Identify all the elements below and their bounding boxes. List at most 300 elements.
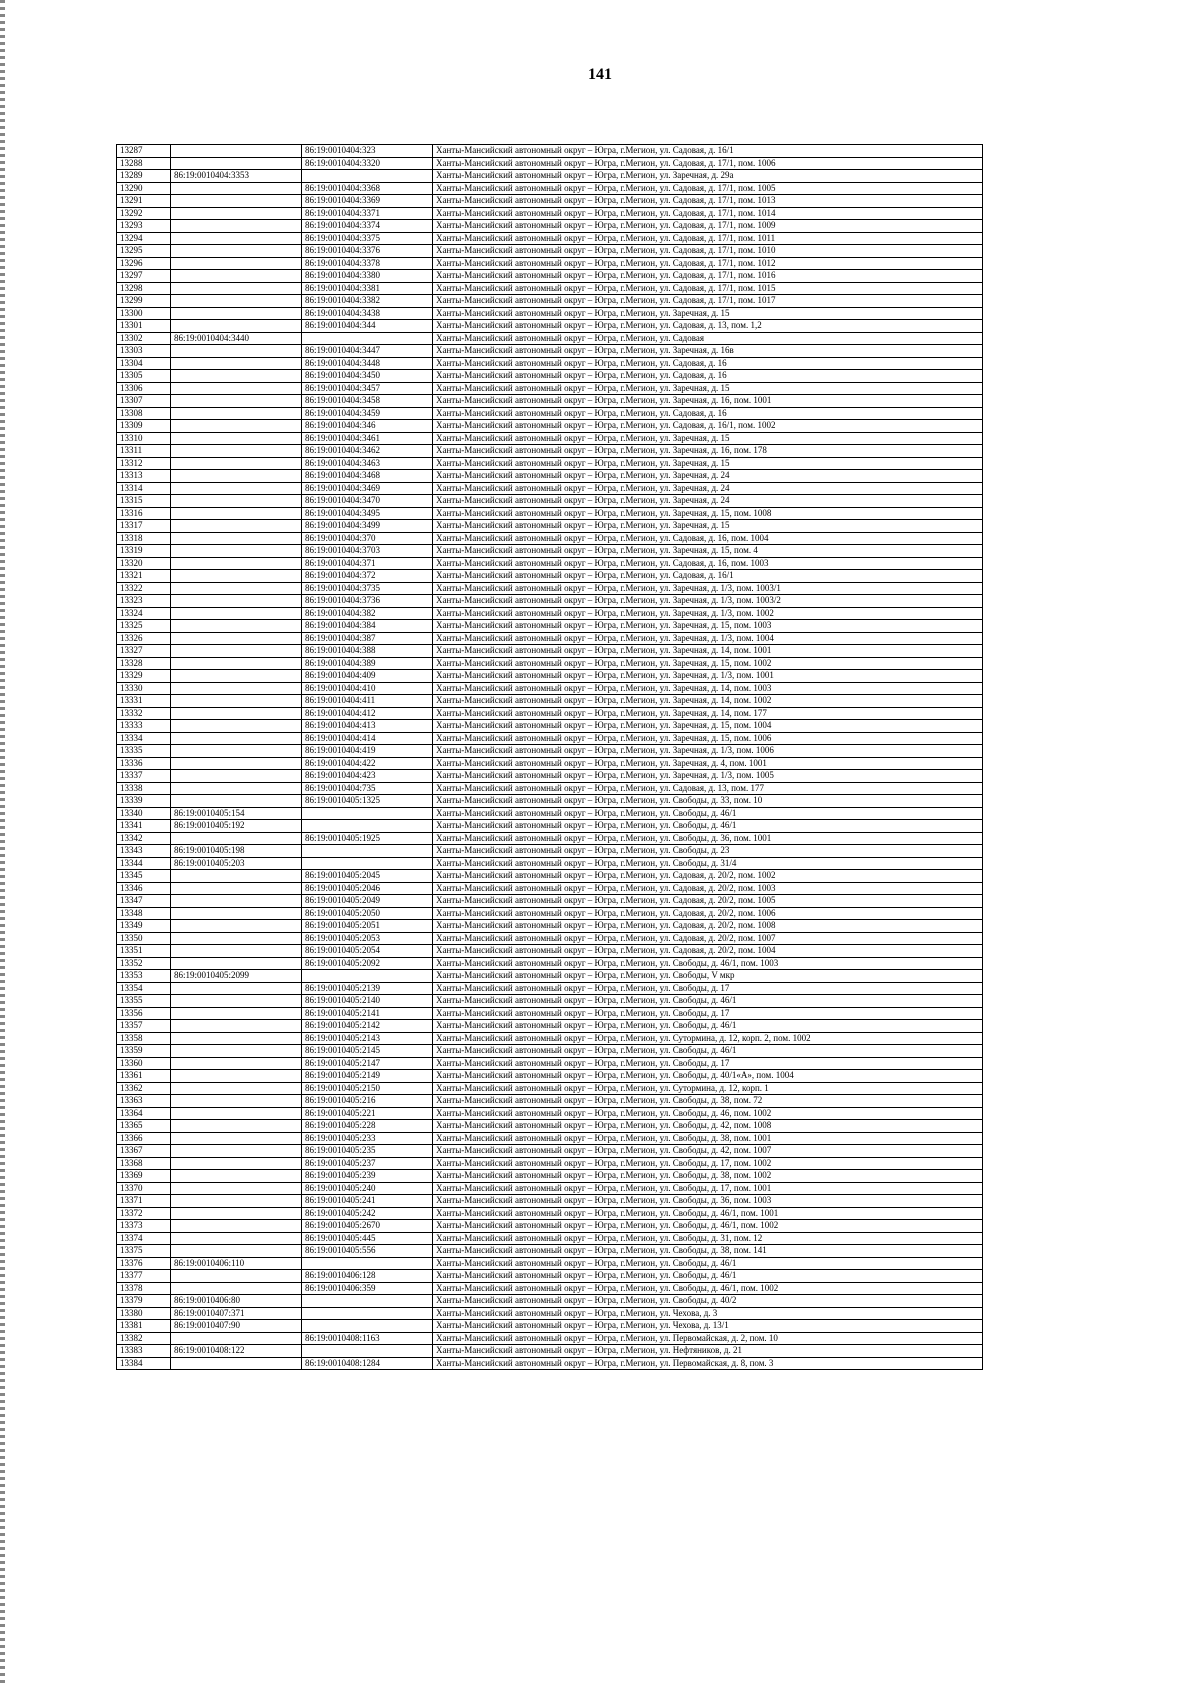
table-row [117,1295,983,1308]
address-cell: Ханты-Мансийский автономный округ – Югра, г.Мегион, ул. Свободы, д. 17, пом. 1002 [433,1157,983,1170]
land-cadastral-number-cell [171,257,302,270]
row-number-cell: 13375 [117,1245,171,1258]
row-number-cell: 13321 [117,570,171,583]
object-cadastral-number-cell: 86:19:0010405:2051 [302,920,433,933]
table-row [117,345,983,358]
object-cadastral-number-cell: 86:19:0010404:3369 [302,195,433,208]
land-cadastral-number-cell [171,995,302,1008]
object-cadastral-number-cell: 86:19:0010404:3378 [302,257,433,270]
land-cadastral-number-cell [171,157,302,170]
table-row [117,995,983,1008]
address-cell: Ханты-Мансийский автономный округ – Югра, г.Мегион, ул. Свободы, д. 36, пом. 1001 [433,832,983,845]
row-number-cell: 13371 [117,1195,171,1208]
land-cadastral-number-cell [171,632,302,645]
address-cell: Ханты-Мансийский автономный округ – Югра, г.Мегион, ул. Свободы, д. 46/1, пом. 1003 [433,957,983,970]
object-cadastral-number-cell: 86:19:0010405:240 [302,1182,433,1195]
row-number-cell: 13332 [117,707,171,720]
address-cell: Ханты-Мансийский автономный округ – Югра, г.Мегион, ул. Садовая, д. 17/1, пом. 1016 [433,270,983,283]
row-number-cell: 13320 [117,557,171,570]
row-number-cell: 13292 [117,207,171,220]
object-cadastral-number-cell [302,1345,433,1358]
object-cadastral-number-cell: 86:19:0010406:359 [302,1282,433,1295]
table-row [117,507,983,520]
table-row [117,1057,983,1070]
land-cadastral-number-cell [171,620,302,633]
address-cell: Ханты-Мансийский автономный округ – Югра, г.Мегион, ул. Чехова, д. 3 [433,1307,983,1320]
row-number-cell: 13301 [117,320,171,333]
object-cadastral-number-cell: 86:19:0010405:216 [302,1095,433,1108]
row-number-cell: 13289 [117,170,171,183]
object-cadastral-number-cell: 86:19:0010404:389 [302,657,433,670]
object-cadastral-number-cell: 86:19:0010404:3459 [302,407,433,420]
address-cell: Ханты-Мансийский автономный округ – Югра, г.Мегион, ул. Садовая, д. 16, пом. 1004 [433,532,983,545]
table-row [117,645,983,658]
table-row [117,1270,983,1283]
address-cell: Ханты-Мансийский автономный округ – Югра, г.Мегион, ул. Свободы, д. 38, пом. 141 [433,1245,983,1258]
address-cell: Ханты-Мансийский автономный округ – Югра, г.Мегион, ул. Садовая, д. 16, пом. 1003 [433,557,983,570]
land-cadastral-number-cell [171,407,302,420]
address-cell: Ханты-Мансийский автономный округ – Югра, г.Мегион, ул. Садовая, д. 13, пом. 177 [433,782,983,795]
table-row [117,1095,983,1108]
table-row [117,932,983,945]
address-cell: Ханты-Мансийский автономный округ – Югра, г.Мегион, ул. Свободы, д. 31/4 [433,857,983,870]
object-cadastral-number-cell [302,857,433,870]
row-number-cell: 13305 [117,370,171,383]
table-row [117,1307,983,1320]
object-cadastral-number-cell: 86:19:0010404:411 [302,695,433,708]
address-cell: Ханты-Мансийский автономный округ – Югра, г.Мегион, ул. Заречная, д. 1/3, пом. 1003/2 [433,595,983,608]
land-cadastral-number-cell [171,1232,302,1245]
object-cadastral-number-cell: 86:19:0010405:2140 [302,995,433,1008]
object-cadastral-number-cell: 86:19:0010404:3499 [302,520,433,533]
address-cell: Ханты-Мансийский автономный округ – Югра, г.Мегион, ул. Свободы, д. 46, пом. 1002 [433,1107,983,1120]
row-number-cell: 13334 [117,732,171,745]
address-cell: Ханты-Мансийский автономный округ – Югра, г.Мегион, ул. Садовая, д. 17/1, пом. 1012 [433,257,983,270]
row-number-cell: 13370 [117,1182,171,1195]
row-number-cell: 13311 [117,445,171,458]
address-cell: Ханты-Мансийский автономный округ – Югра, г.Мегион, ул. Заречная, д. 1/3, пом. 1006 [433,745,983,758]
table-row [117,1157,983,1170]
address-cell: Ханты-Мансийский автономный округ – Югра, г.Мегион, ул. Заречная, д. 15, пом. 4 [433,545,983,558]
address-cell: Ханты-Мансийский автономный округ – Югра, г.Мегион, ул. Садовая, д. 17/1, пом. 1011 [433,232,983,245]
address-cell: Ханты-Мансийский автономный округ – Югра, г.Мегион, ул. Свободы, д. 46/1 [433,1257,983,1270]
land-cadastral-number-cell [171,1132,302,1145]
address-cell: Ханты-Мансийский автономный округ – Югра, г.Мегион, ул. Свободы, д. 42, пом. 1007 [433,1145,983,1158]
address-cell: Ханты-Мансийский автономный округ – Югра, г.Мегион, ул. Заречная, д. 15 [433,307,983,320]
table-row [117,320,983,333]
table-row [117,1020,983,1033]
address-cell: Ханты-Мансийский автономный округ – Югра, г.Мегион, ул. Заречная, д. 15, пом. 1006 [433,732,983,745]
land-cadastral-number-cell [171,582,302,595]
row-number-cell: 13342 [117,832,171,845]
row-number-cell: 13363 [117,1095,171,1108]
address-cell: Ханты-Мансийский автономный округ – Югра, г.Мегион, ул. Свободы, д. 40/1«А», пом. 1004 [433,1070,983,1083]
table-row [117,1170,983,1183]
row-number-cell: 13337 [117,770,171,783]
table-row [117,1282,983,1295]
object-cadastral-number-cell: 86:19:0010406:128 [302,1270,433,1283]
table-row [117,945,983,958]
table-row [117,395,983,408]
land-cadastral-number-cell [171,770,302,783]
object-cadastral-number-cell: 86:19:0010404:413 [302,720,433,733]
address-cell: Ханты-Мансийский автономный округ – Югра, г.Мегион, ул. Свободы, д. 33, пом. 10 [433,795,983,808]
table-row [117,432,983,445]
table-row [117,795,983,808]
object-cadastral-number-cell: 86:19:0010404:3470 [302,495,433,508]
address-cell: Ханты-Мансийский автономный округ – Югра, г.Мегион, ул. Свободы, д. 46/1 [433,1020,983,1033]
object-cadastral-number-cell: 86:19:0010404:410 [302,682,433,695]
row-number-cell: 13336 [117,757,171,770]
row-number-cell: 13357 [117,1020,171,1033]
land-cadastral-number-cell [171,1007,302,1020]
row-number-cell: 13367 [117,1145,171,1158]
table-row [117,557,983,570]
object-cadastral-number-cell: 86:19:0010404:3438 [302,307,433,320]
address-cell: Ханты-Мансийский автономный округ – Югра, г.Мегион, ул. Заречная, д. 16, пом. 178 [433,445,983,458]
row-number-cell: 13348 [117,907,171,920]
table-row [117,1357,983,1370]
object-cadastral-number-cell [302,1257,433,1270]
row-number-cell: 13381 [117,1320,171,1333]
table-row [117,1045,983,1058]
object-cadastral-number-cell: 86:19:0010405:2049 [302,895,433,908]
address-cell: Ханты-Мансийский автономный округ – Югра, г.Мегион, ул. Свободы, д. 46/1, пом. 1001 [433,1207,983,1220]
address-cell: Ханты-Мансийский автономный округ – Югра, г.Мегион, ул. Заречная, д. 15, пом. 1002 [433,657,983,670]
object-cadastral-number-cell: 86:19:0010405:1925 [302,832,433,845]
row-number-cell: 13299 [117,295,171,308]
object-cadastral-number-cell: 86:19:0010405:556 [302,1245,433,1258]
table-row [117,1257,983,1270]
object-cadastral-number-cell: 86:19:0010404:344 [302,320,433,333]
table-row [117,232,983,245]
table-row [117,782,983,795]
object-cadastral-number-cell: 86:19:0010405:2147 [302,1057,433,1070]
land-cadastral-number-cell: 86:19:0010405:198 [171,845,302,858]
table-row [117,1107,983,1120]
row-number-cell: 13312 [117,457,171,470]
object-cadastral-number-cell: 86:19:0010404:3462 [302,445,433,458]
land-cadastral-number-cell [171,557,302,570]
address-cell: Ханты-Мансийский автономный округ – Югра, г.Мегион, ул. Свободы, д. 42, пом. 1008 [433,1120,983,1133]
row-number-cell: 13382 [117,1332,171,1345]
table-row [117,532,983,545]
land-cadastral-number-cell [171,1195,302,1208]
land-cadastral-number-cell [171,182,302,195]
table-row [117,545,983,558]
row-number-cell: 13300 [117,307,171,320]
land-cadastral-number-cell [171,882,302,895]
address-cell: Ханты-Мансийский автономный округ – Югра, г.Мегион, ул. Свободы, V мкр [433,970,983,983]
object-cadastral-number-cell: 86:19:0010404:419 [302,745,433,758]
land-cadastral-number-cell: 86:19:0010408:122 [171,1345,302,1358]
object-cadastral-number-cell: 86:19:0010404:3375 [302,232,433,245]
address-cell: Ханты-Мансийский автономный округ – Югра, г.Мегион, ул. Садовая, д. 16/1 [433,145,983,158]
land-cadastral-number-cell [171,220,302,233]
land-cadastral-number-cell [171,1082,302,1095]
land-cadastral-number-cell [171,482,302,495]
address-cell: Ханты-Мансийский автономный округ – Югра, г.Мегион, ул. Садовая, д. 20/2, пом. 1008 [433,920,983,933]
address-cell: Ханты-Мансийский автономный округ – Югра, г.Мегион, ул. Заречная, д. 24 [433,482,983,495]
row-number-cell: 13288 [117,157,171,170]
table-row [117,332,983,345]
address-cell: Ханты-Мансийский автономный округ – Югра, г.Мегион, ул. Садовая, д. 16/1, пом. 1002 [433,420,983,433]
address-cell: Ханты-Мансийский автономный округ – Югра, г.Мегион, ул. Садовая, д. 13, пом. 1,2 [433,320,983,333]
object-cadastral-number-cell: 86:19:0010404:3458 [302,395,433,408]
address-cell: Ханты-Мансийский автономный округ – Югра, г.Мегион, ул. Свободы, д. 38, пом. 72 [433,1095,983,1108]
land-cadastral-number-cell [171,395,302,408]
row-number-cell: 13333 [117,720,171,733]
object-cadastral-number-cell: 86:19:0010405:242 [302,1207,433,1220]
table-row [117,770,983,783]
land-cadastral-number-cell [171,1332,302,1345]
land-cadastral-number-cell [171,357,302,370]
land-cadastral-number-cell [171,245,302,258]
row-number-cell: 13323 [117,595,171,608]
table-row [117,745,983,758]
address-cell: Ханты-Мансийский автономный округ – Югра, г.Мегион, ул. Заречная, д. 24 [433,495,983,508]
row-number-cell: 13350 [117,932,171,945]
table-row [117,620,983,633]
land-cadastral-number-cell [171,870,302,883]
object-cadastral-number-cell: 86:19:0010404:422 [302,757,433,770]
table-row [117,1070,983,1083]
address-cell: Ханты-Мансийский автономный округ – Югра, г.Мегион, ул. Заречная, д. 24 [433,470,983,483]
address-cell: Ханты-Мансийский автономный округ – Югра, г.Мегион, ул. Заречная, д. 1/3, пом. 1003/1 [433,582,983,595]
address-cell: Ханты-Мансийский автономный округ – Югра, г.Мегион, ул. Садовая, д. 16/1 [433,570,983,583]
table-row [117,920,983,933]
object-cadastral-number-cell: 86:19:0010404:3448 [302,357,433,370]
table-row [117,1007,983,1020]
object-cadastral-number-cell: 86:19:0010404:388 [302,645,433,658]
object-cadastral-number-cell: 86:19:0010404:3469 [302,482,433,495]
object-cadastral-number-cell: 86:19:0010404:3736 [302,595,433,608]
address-cell: Ханты-Мансийский автономный округ – Югра, г.Мегион, ул. Садовая, д. 20/2, пом. 1004 [433,945,983,958]
address-cell: Ханты-Мансийский автономный округ – Югра, г.Мегион, ул. Нефтяников, д. 21 [433,1345,983,1358]
land-cadastral-number-cell: 86:19:0010405:154 [171,807,302,820]
row-number-cell: 13329 [117,670,171,683]
object-cadastral-number-cell [302,820,433,833]
land-cadastral-number-cell [171,982,302,995]
row-number-cell: 13290 [117,182,171,195]
table-row [117,982,983,995]
address-cell: Ханты-Мансийский автономный округ – Югра, г.Мегион, ул. Свободы, д. 46/1 [433,1270,983,1283]
address-cell: Ханты-Мансийский автономный округ – Югра, г.Мегион, ул. Свободы, д. 46/1 [433,995,983,1008]
address-cell: Ханты-Мансийский автономный округ – Югра, г.Мегион, ул. Садовая, д. 16 [433,357,983,370]
land-cadastral-number-cell [171,895,302,908]
object-cadastral-number-cell: 86:19:0010404:3380 [302,270,433,283]
object-cadastral-number-cell: 86:19:0010405:2145 [302,1045,433,1058]
table-row [117,582,983,595]
object-cadastral-number-cell: 86:19:0010404:384 [302,620,433,633]
address-cell: Ханты-Мансийский автономный округ – Югра, г.Мегион, ул. Садовая [433,332,983,345]
land-cadastral-number-cell [171,832,302,845]
address-cell: Ханты-Мансийский автономный округ – Югра, г.Мегион, ул. Свободы, д. 36, пом. 1003 [433,1195,983,1208]
object-cadastral-number-cell: 86:19:0010405:2142 [302,1020,433,1033]
address-cell: Ханты-Мансийский автономный округ – Югра, г.Мегион, ул. Садовая, д. 20/2, пом. 1003 [433,882,983,895]
object-cadastral-number-cell: 86:19:0010405:2670 [302,1220,433,1233]
land-cadastral-number-cell [171,295,302,308]
land-cadastral-number-cell [171,745,302,758]
land-cadastral-number-cell [171,307,302,320]
land-cadastral-number-cell [171,732,302,745]
object-cadastral-number-cell: 86:19:0010404:372 [302,570,433,583]
row-number-cell: 13335 [117,745,171,758]
address-cell: Ханты-Мансийский автономный округ – Югра, г.Мегион, ул. Заречная, д. 15 [433,382,983,395]
table-row [117,1232,983,1245]
address-cell: Ханты-Мансийский автономный округ – Югра, г.Мегион, ул. Садовая, д. 20/2, пом. 1007 [433,932,983,945]
row-number-cell: 13368 [117,1157,171,1170]
table-row [117,1245,983,1258]
row-number-cell: 13343 [117,845,171,858]
row-number-cell: 13307 [117,395,171,408]
address-cell: Ханты-Мансийский автономный округ – Югра, г.Мегион, ул. Сутормина, д. 12, корп. 2, пом. 1002 [433,1032,983,1045]
land-cadastral-number-cell [171,457,302,470]
table-row [117,845,983,858]
land-cadastral-number-cell [171,720,302,733]
registry-body [117,145,983,1370]
object-cadastral-number-cell: 86:19:0010404:3703 [302,545,433,558]
land-cadastral-number-cell: 86:19:0010406:110 [171,1257,302,1270]
land-cadastral-number-cell [171,1070,302,1083]
address-cell: Ханты-Мансийский автономный округ – Югра, г.Мегион, ул. Первомайская, д. 8, пом. 3 [433,1357,983,1370]
table-row [117,857,983,870]
address-cell: Ханты-Мансийский автономный округ – Югра, г.Мегион, ул. Свободы, д. 46/1, пом. 1002 [433,1220,983,1233]
table-row [117,145,983,158]
object-cadastral-number-cell: 86:19:0010404:346 [302,420,433,433]
table-row [117,270,983,283]
row-number-cell: 13291 [117,195,171,208]
table-row [117,632,983,645]
row-number-cell: 13313 [117,470,171,483]
object-cadastral-number-cell: 86:19:0010405:445 [302,1232,433,1245]
object-cadastral-number-cell: 86:19:0010405:2141 [302,1007,433,1020]
row-number-cell: 13303 [117,345,171,358]
object-cadastral-number-cell: 86:19:0010404:3468 [302,470,433,483]
row-number-cell: 13314 [117,482,171,495]
land-cadastral-number-cell [171,470,302,483]
table-row [117,407,983,420]
object-cadastral-number-cell: 86:19:0010404:423 [302,770,433,783]
land-cadastral-number-cell [171,682,302,695]
address-cell: Ханты-Мансийский автономный округ – Югра, г.Мегион, ул. Садовая, д. 20/2, пом. 1002 [433,870,983,883]
table-row [117,895,983,908]
land-cadastral-number-cell [171,345,302,358]
table-row [117,757,983,770]
row-number-cell: 13364 [117,1107,171,1120]
table-row [117,520,983,533]
address-cell: Ханты-Мансийский автономный округ – Югра, г.Мегион, ул. Свободы, д. 17 [433,982,983,995]
row-number-cell: 13316 [117,507,171,520]
land-cadastral-number-cell [171,1357,302,1370]
row-number-cell: 13318 [117,532,171,545]
address-cell: Ханты-Мансийский автономный округ – Югра, г.Мегион, ул. Свободы, д. 17 [433,1007,983,1020]
land-cadastral-number-cell [171,207,302,220]
land-cadastral-number-cell [171,707,302,720]
address-cell: Ханты-Мансийский автономный округ – Югра, г.Мегион, ул. Свободы, д. 40/2 [433,1295,983,1308]
address-cell: Ханты-Мансийский автономный округ – Югра, г.Мегион, ул. Заречная, д. 14, пом. 1003 [433,682,983,695]
table-row [117,907,983,920]
table-row [117,595,983,608]
object-cadastral-number-cell: 86:19:0010404:323 [302,145,433,158]
scan-edge [0,0,5,1686]
object-cadastral-number-cell: 86:19:0010404:387 [302,632,433,645]
table-row [117,370,983,383]
object-cadastral-number-cell [302,970,433,983]
object-cadastral-number-cell: 86:19:0010405:2150 [302,1082,433,1095]
object-cadastral-number-cell: 86:19:0010405:2046 [302,882,433,895]
object-cadastral-number-cell: 86:19:0010404:3374 [302,220,433,233]
land-cadastral-number-cell [171,757,302,770]
land-cadastral-number-cell [171,957,302,970]
object-cadastral-number-cell: 86:19:0010408:1284 [302,1357,433,1370]
land-cadastral-number-cell [171,907,302,920]
table-row [117,482,983,495]
object-cadastral-number-cell: 86:19:0010404:3457 [302,382,433,395]
table-row [117,1032,983,1045]
land-cadastral-number-cell [171,320,302,333]
address-cell: Ханты-Мансийский автономный округ – Югра, г.Мегион, ул. Заречная, д. 15, пом. 1004 [433,720,983,733]
table-row [117,695,983,708]
row-number-cell: 13365 [117,1120,171,1133]
table-row [117,1320,983,1333]
row-number-cell: 13344 [117,857,171,870]
object-cadastral-number-cell: 86:19:0010404:3447 [302,345,433,358]
row-number-cell: 13379 [117,1295,171,1308]
object-cadastral-number-cell: 86:19:0010404:3735 [302,582,433,595]
address-cell: Ханты-Мансийский автономный округ – Югра, г.Мегион, ул. Садовая, д. 17/1, пом. 1013 [433,195,983,208]
row-number-cell: 13325 [117,620,171,633]
address-cell: Ханты-Мансийский автономный округ – Югра, г.Мегион, ул. Заречная, д. 1/3, пом. 1002 [433,607,983,620]
land-cadastral-number-cell [171,645,302,658]
table-row [117,670,983,683]
address-cell: Ханты-Мансийский автономный округ – Югра, г.Мегион, ул. Свободы, д. 46/1 [433,820,983,833]
object-cadastral-number-cell: 86:19:0010404:370 [302,532,433,545]
land-cadastral-number-cell [171,1157,302,1170]
table-row [117,807,983,820]
row-number-cell: 13295 [117,245,171,258]
row-number-cell: 13330 [117,682,171,695]
table-row [117,970,983,983]
object-cadastral-number-cell [302,1307,433,1320]
land-cadastral-number-cell [171,1020,302,1033]
row-number-cell: 13359 [117,1045,171,1058]
address-cell: Ханты-Мансийский автономный округ – Югра, г.Мегион, ул. Садовая, д. 17/1, пом. 1009 [433,220,983,233]
row-number-cell: 13319 [117,545,171,558]
object-cadastral-number-cell: 86:19:0010405:2045 [302,870,433,883]
object-cadastral-number-cell: 86:19:0010404:382 [302,607,433,620]
land-cadastral-number-cell [171,1145,302,1158]
address-cell: Ханты-Мансийский автономный округ – Югра, г.Мегион, ул. Заречная, д. 14, пом. 177 [433,707,983,720]
object-cadastral-number-cell: 86:19:0010405:241 [302,1195,433,1208]
table-row [117,1182,983,1195]
row-number-cell: 13376 [117,1257,171,1270]
address-cell: Ханты-Мансийский автономный округ – Югра, г.Мегион, ул. Сутормина, д. 12, корп. 1 [433,1082,983,1095]
address-cell: Ханты-Мансийский автономный округ – Югра, г.Мегион, ул. Заречная, д. 1/3, пом. 1005 [433,770,983,783]
object-cadastral-number-cell: 86:19:0010405:237 [302,1157,433,1170]
object-cadastral-number-cell: 86:19:0010404:371 [302,557,433,570]
address-cell: Ханты-Мансийский автономный округ – Югра, г.Мегион, ул. Заречная, д. 15, пом. 1008 [433,507,983,520]
row-number-cell: 13310 [117,432,171,445]
address-cell: Ханты-Мансийский автономный округ – Югра, г.Мегион, ул. Заречная, д. 15 [433,520,983,533]
object-cadastral-number-cell: 86:19:0010405:2149 [302,1070,433,1083]
object-cadastral-number-cell: 86:19:0010405:221 [302,1107,433,1120]
object-cadastral-number-cell: 86:19:0010404:3461 [302,432,433,445]
land-cadastral-number-cell [171,270,302,283]
object-cadastral-number-cell: 86:19:0010404:3320 [302,157,433,170]
table-row [117,1195,983,1208]
row-number-cell: 13349 [117,920,171,933]
